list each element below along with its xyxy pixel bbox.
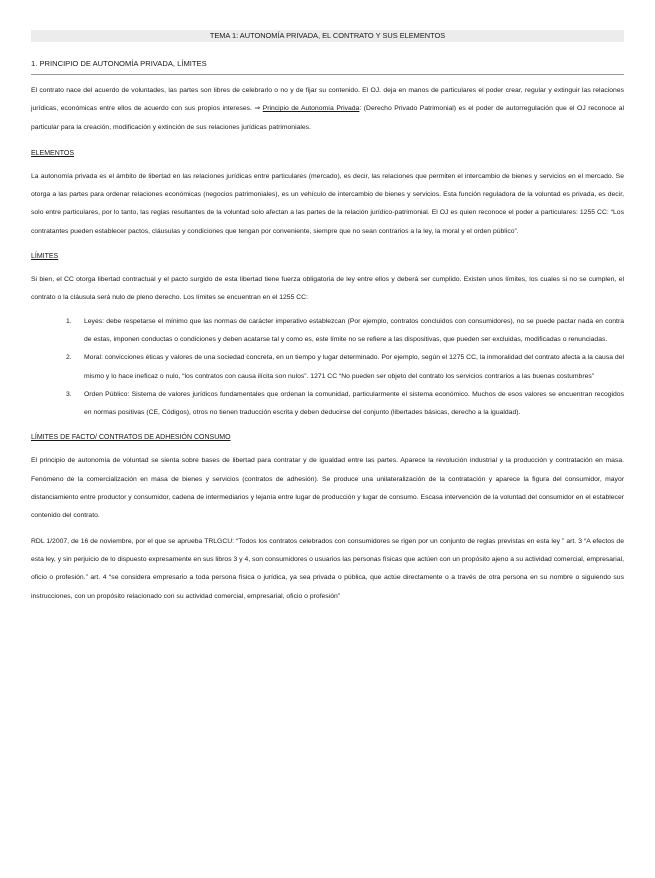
paragraph-autonomia-text-a: El contrato nace del acuerdo de voluntades, las partes son libres de celebrarlo o no y de fijar su contenido. El OJ. deja en manos de particulares el poder crear, regular y extinguir las relaciones jurídicas, económicas entre ellos de acuerdo con sus propios intereses. ⇒ — [31, 87, 624, 113]
list-item-text: Moral: convicciones éticas y valores de una sociedad concreta, en un tiempo y lugar determinado. Por ejemplo, según el 1275 CC, la inmoralidad del contrato afecta a la causa del mismo y lo hace ineficaz o nulo, “los contratos con causa ilícita son nulos”. 1271 CC “No pueden ser objeto del contrato los servicios contrarios a las buenas costumbres” — [84, 354, 624, 380]
list-item-text: Leyes: debe respetarse el mínimo que las normas de carácter imperativo establezcan (Por ejemplo, contratos concluidos con consumidores), no se puede pactar nada en contra de estas, imponen conductas o condiciones y deben acatarse tal y como es, este límite no se refiere a las dispositivas, que pueden ser excluidas, modificadas o renunciadas. — [84, 317, 624, 343]
limites-list — [31, 313, 624, 423]
paragraph-elementos: La autonomía privada es el ámbito de libertad en las relaciones jurídicas entre particulares (mercado), es decir, las relaciones que permiten el intercambio de bienes y servicios en el mercado. Se otorga a las partes para ordenar relaciones económicas (negocios patrimoniales), es un vehículo de intercambio de bienes y servicios. Esta función reguladora de la voluntad es privada, es decir, solo entre particulares, por lo tanto, las reglas resultantes de la voluntad solo afectan a las partes de la relación jurídico-patrimonial. El OJ es quien reconoce el poder a particulares: 1255 CC: “Los contratantes pueden establecer pactos, cláusulas y condiciones que tengan por conveniente, siempre que no sean contrarios a la ley, la moral y el orden público”. — [31, 172, 624, 235]
list-item — [66, 313, 624, 350]
paragraph-limites-facto: El principio de autonomía de voluntad se sienta sobre bases de libertad para contratar y de igualdad entre las partes. Aparece la revolución industrial y la producción y contratación en masa. Fenómeno de la comercialización en masa de bienes y servicios (contratos de adhesión). Se produce una unilateralización de la contratación y aparece la figura del consumidor, mayor distanciamiento entre productor y consumidor, cadena de intermediarios y lejanía entre lugar de producción y lugar de consumo. Escasa intervención de la voluntad del consumidor en el establecer contenido del contrato. — [31, 457, 624, 520]
list-item — [66, 386, 624, 423]
heading-divider — [31, 74, 624, 75]
section-heading-autonomia: 1. PRINCIPIO DE AUTONOMÍA PRIVADA, LÍMITES — [31, 59, 207, 68]
section-heading-elementos: ELEMENTOS — [31, 149, 75, 157]
list-item-text: Orden Público: Sistema de valores jurídicos fundamentales que ordenan la comunidad, particularmente el sistema económico. Muchos de esos valores se encuentran recogidos en normas positivas (CE, Códigos), otros no tienen traducción escrita y deben deducirse del conjunto (libertades básicas, derecho a la igualdad). — [84, 390, 624, 417]
list-item-number: 3. — [66, 390, 72, 398]
list-item-number: 2. — [66, 354, 72, 362]
document-title: TEMA 1: AUTONOMÍA PRIVADA, EL CONTRATO Y SUS ELEMENTOS — [31, 30, 624, 42]
paragraph-rdl: RDL 1/2007, de 16 de noviembre, por el que se aprueba TRLGCU: “Todos los contratos celebrados con consumidores se rigen por un conjunto de reglas previstas en esta ley ” art. 3 “A efectos de esta ley, y sin perjuicio de lo dispuesto expresamente en sus libros 3 y 4, son consumidores o usuarios las personas físicas que actúen con un propósito ajeno a su actividad comercial, empresarial, oficio o profesión.” art. 4 “se considera empresario a toda persona física o jurídica, ya sea privada o pública, que actúe directamente o a través de otra persona en su nombre o siguiendo sus instrucciones, con un propósito relacionado con su actividad comercial, empresarial, oficio o profesión” — [31, 537, 624, 600]
section-heading-limites: LÍMITES — [31, 253, 59, 261]
paragraph-limites: Si bien, el CC otorga libertad contractual y el pacto surgido de esta libertad tiene fuerza obligatoria de ley entre ellos y deberá ser cumplido. Existen unos límites, los cuales si no se cumplen, el contrato o la cláusula será nulo de pleno derecho. Los límites se encuentran en el 1255 CC: — [31, 276, 624, 302]
paragraph-autonomia — [31, 82, 624, 137]
list-item-number: 1. — [66, 317, 72, 325]
principio-autonomia-term: Principio de Autonomía Privada — [262, 105, 360, 113]
paragraph-autonomia-text-b: : (Derecho Privado Patrimonial) es el poder de autorregulación que el OJ reconoce al particular para la creación, modificación y extinción de sus relaciones jurídicas patrimoniales. — [31, 105, 624, 131]
document-page — [0, 30, 655, 878]
list-item — [66, 349, 624, 386]
section-heading-limites-facto: LÍMITES DE FACTO/ CONTRATOS DE ADHESIÓN CONSUMO — [31, 434, 231, 442]
